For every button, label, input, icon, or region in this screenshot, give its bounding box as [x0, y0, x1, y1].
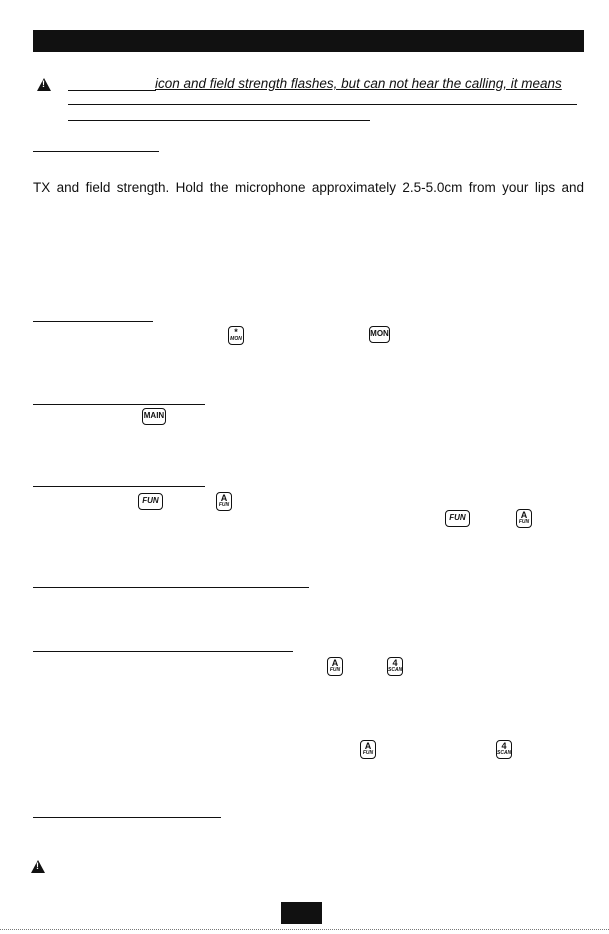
main-key-icon: MAIN [142, 408, 166, 425]
notice-underline-1 [68, 90, 156, 91]
a-fun-key-icon: A FUN [516, 509, 532, 528]
section-heading-underline [33, 321, 153, 322]
mon-key-icon: MON [369, 326, 390, 343]
warning-icon [31, 860, 45, 873]
a-fun-key-icon: A FUN [360, 740, 376, 759]
tx-paragraph-line: TX and field strength. Hold the microphone approximately 2.5-5.0cm from your lips and [33, 180, 584, 195]
mon-star-key-icon: * MON [228, 326, 244, 345]
header-bar [33, 30, 584, 52]
section-heading-underline [33, 817, 221, 818]
section-heading-underline [33, 486, 205, 487]
section-heading-underline [33, 651, 293, 652]
notice-underline-2 [68, 104, 577, 105]
fun-key-icon: FUN [138, 493, 163, 510]
section-heading-underline [33, 587, 309, 588]
warning-icon [37, 78, 51, 91]
scan-key-icon: 4 SCAN [387, 657, 403, 676]
notice-underline-3 [68, 120, 370, 121]
a-fun-key-icon: A FUN [327, 657, 343, 676]
a-fun-key-icon: A FUN [216, 492, 232, 511]
scan-key-icon: 4 SCAN [496, 740, 512, 759]
notice-text: icon and field strength flashes, but can not hear the calling, it means [155, 76, 562, 91]
bottom-rule [0, 929, 609, 930]
section-heading-underline [33, 151, 159, 152]
fun-key-icon: FUN [445, 510, 470, 527]
page-number-box [281, 902, 322, 924]
section-heading-underline [33, 404, 205, 405]
